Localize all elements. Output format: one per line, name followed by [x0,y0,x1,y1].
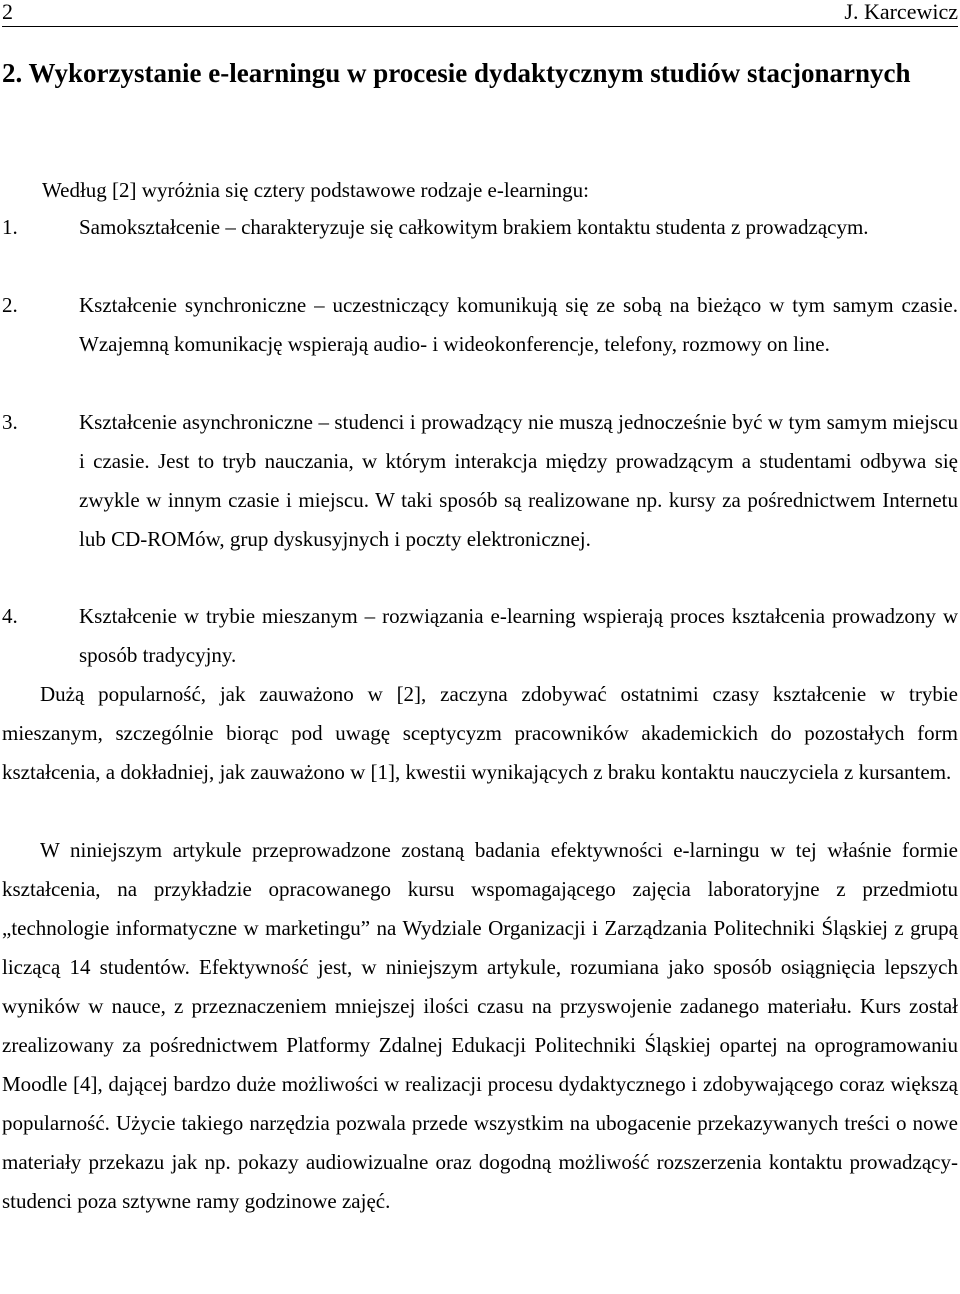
list-item-number: 4. [2,604,18,628]
body-paragraph-2: W niniejszym artykule przeprowadzone zostaną badania efektywności e-larningu w tej właśnie formie kształcenia, na przykładzie opracowanego kursu wspomagającego zajęcia laboratoryjne z przedmiotu „technologie informatyczne w marketingu” na Wydziale Organizacji i Zarządzania Politechniki Śląskiej z grupą liczącą 14 studentów. Efektywność jest, w niniejszym artykule, rozumiana jako sposób osiągnięcia lepszych wyników w nauce, z przeznaczeniem mniejszej ilości czasu na przyswojenie zadanego materiału. Kurs został zrealizowany za pośrednictwem Platformy Zdalnej Edukacji Politechniki Śląskiej opartej na oprogramowaniu Moodle [4], dającej bardzo duże możliwości w realizacji procesu dydaktycznego i zdobywającego coraz większą popularność. Użycie takiego narzędzia pozwala przede wszystkim na ubogacenie przekazywanych treści o nowe materiały przekazu jak np. pokazy audiowizualne oraz dogodną możliwość rozszerzenia kontaktu prowadzący-studenci poza sztywne ramy godzinowe zajęć. [2,838,958,1213]
section-title: 2. Wykorzystanie e-learningu w procesie dydaktycznym studiów stacjonarnych [2,58,911,88]
list-item-4 [2,597,958,675]
list-intro: Według [2] wyróżnia się cztery podstawowe rodzaje e-learningu: [42,178,590,202]
list-item-text: Kształcenie synchroniczne – uczestniczący komunikują się ze sobą na bieżąco w tym samym czasie. Wzajemną komunikację wspierają audio- i wideokonferencje, telefony, rozmowy on line. [79,293,958,356]
list-item-number: 3. [2,410,18,434]
page-number: 2 [2,0,13,24]
list-item-text: Kształcenie w trybie mieszanym – rozwiązania e-learning wspierają proces kształcenia prowadzony w sposób tradycyjny. [79,604,958,667]
running-header [2,0,958,27]
list-item-3 [2,403,958,559]
list-item-text: Samokształcenie – charakteryzuje się całkowitym brakiem kontaktu studenta z prowadzącym. [79,215,869,239]
list-item-number: 1. [2,215,18,239]
list-item-text: Kształcenie asynchroniczne – studenci i prowadzący nie muszą jednocześnie być w tym samym miejscu i czasie. Jest to tryb nauczania, w którym interakcja między prowadzącym a studentami odbywa się zwykle w innym czasie i miejscu. W taki sposób są realizowane np. kursy za pośrednictwem Internetu lub CD-ROMów, grup dyskusyjnych i poczty elektronicznej. [79,410,958,551]
body-paragraph-1: Dużą popularność, jak zauważono w [2], zaczyna zdobywać ostatnimi czasy kształcenie w trybie mieszanym, szczególnie biorąc pod uwagę sceptycyzm pracowników akademickich do pozostałych form kształcenia, a dokładniej, jak zauważono w [1], kwestii wynikających z braku kontaktu nauczyciela z kursantem. [2,682,958,784]
list-item-1 [2,208,958,247]
running-header-author: J. Karcewicz [844,0,958,24]
list-item-number: 2. [2,293,18,317]
list-item-2 [2,286,958,364]
